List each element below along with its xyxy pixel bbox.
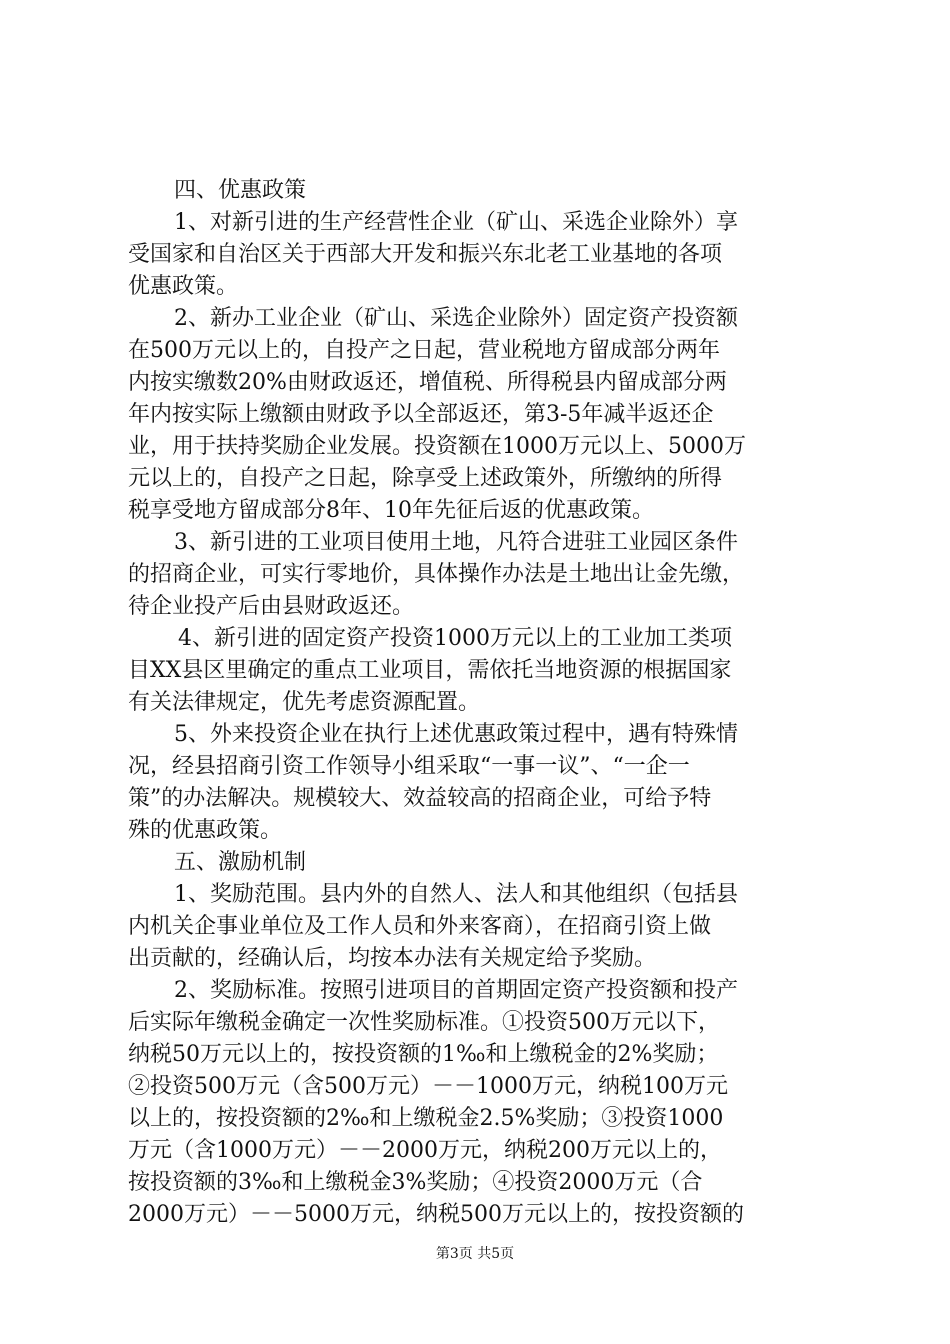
paragraph-line: 3、新引进的工业项目使用土地，凡符合进驻工业园区条件 bbox=[174, 530, 738, 555]
paragraph-line: 以上的，按投资额的2‰和上缴税金2.5%奖励；③投资1000 bbox=[128, 1106, 724, 1131]
paragraph-line: 受国家和自治区关于西部大开发和振兴东北老工业基地的各项 bbox=[128, 242, 723, 267]
paragraph-line: 纳税50万元以上的，按投资额的1‰和上缴税金的2%奖励； bbox=[128, 1042, 719, 1067]
paragraph-line: 万元（含1000万元）－－2000万元，纳税200万元以上的， bbox=[128, 1138, 722, 1163]
paragraph-line: 的招商企业，可实行零地价，具体操作办法是土地出让金先缴， bbox=[128, 562, 745, 587]
paragraph-line: 出贡献的，经确认后，均按本办法有关规定给予奖励。 bbox=[128, 946, 657, 971]
paragraph-line: 税享受地方留成部分8年、10年先征后返的优惠政策。 bbox=[128, 498, 654, 523]
paragraph-line: 目XX县区里确定的重点工业项目，需依托当地资源的根据国家 bbox=[128, 658, 732, 683]
paragraph-line: 2000万元）－－5000万元，纳税500万元以上的，按投资额的 bbox=[128, 1202, 744, 1227]
paragraph-line: 后实际年缴税金确定一次性奖励标准。①投资500万元以下， bbox=[128, 1010, 720, 1035]
paragraph-line: 内机关企事业单位及工作人员和外来客商），在招商引资上做 bbox=[128, 914, 712, 939]
page-number-footer: 第3页 共5页 bbox=[435, 1246, 515, 1262]
paragraph-line: 策”的办法解决。规模较大、效益较高的招商企业，可给予特 bbox=[128, 786, 712, 811]
paragraph-line: 5、外来投资企业在执行上述优惠政策过程中，遇有特殊情 bbox=[174, 722, 738, 747]
paragraph-line: ②投资500万元（含500万元）－－1000万元，纳税100万元 bbox=[128, 1074, 728, 1099]
paragraph-line: 业，用于扶持奖励企业发展。投资额在1000万元以上、5000万 bbox=[128, 434, 746, 459]
paragraph-line: 1、奖励范围。县内外的自然人、法人和其他组织（包括县 bbox=[174, 882, 738, 907]
section-heading-preferential-policy: 四、优惠政策 bbox=[174, 178, 307, 203]
paragraph-line: 优惠政策。 bbox=[128, 274, 239, 299]
paragraph-line: 殊的优惠政策。 bbox=[128, 818, 283, 843]
paragraph-line: 在500万元以上的，自投产之日起，营业税地方留成部分两年 bbox=[128, 338, 720, 363]
paragraph-line: 内按实缴数20%由财政返还，增值税、所得税县内留成部分两 bbox=[128, 370, 727, 395]
paragraph-line: 4、新引进的固定资产投资1000万元以上的工业加工类项 bbox=[178, 626, 732, 651]
paragraph-line: 2、新办工业企业（矿山、采选企业除外）固定资产投资额 bbox=[174, 306, 738, 331]
paragraph-line: 按投资额的3‰和上缴税金3%奖励；④投资2000万元（合 bbox=[128, 1170, 703, 1195]
paragraph-line: 年内按实际上缴额由财政予以全部返还，第3-5年减半返还企 bbox=[128, 402, 714, 427]
section-heading-incentive-mechanism: 五、激励机制 bbox=[174, 850, 307, 875]
paragraph-line: 待企业投产后由县财政返还。 bbox=[128, 594, 415, 619]
paragraph-line: 1、对新引进的生产经营性企业（矿山、采选企业除外）享 bbox=[174, 210, 738, 235]
paragraph-line: 有关法律规定，优先考虑资源配置。 bbox=[128, 690, 481, 715]
paragraph-line: 况，经县招商引资工作领导小组采取“一事一议”、“一企一 bbox=[128, 754, 690, 779]
paragraph-line: 元以上的，自投产之日起，除享受上述政策外，所缴纳的所得 bbox=[128, 466, 723, 491]
paragraph-line: 2、奖励标准。按照引进项目的首期固定资产投资额和投产 bbox=[174, 978, 738, 1003]
